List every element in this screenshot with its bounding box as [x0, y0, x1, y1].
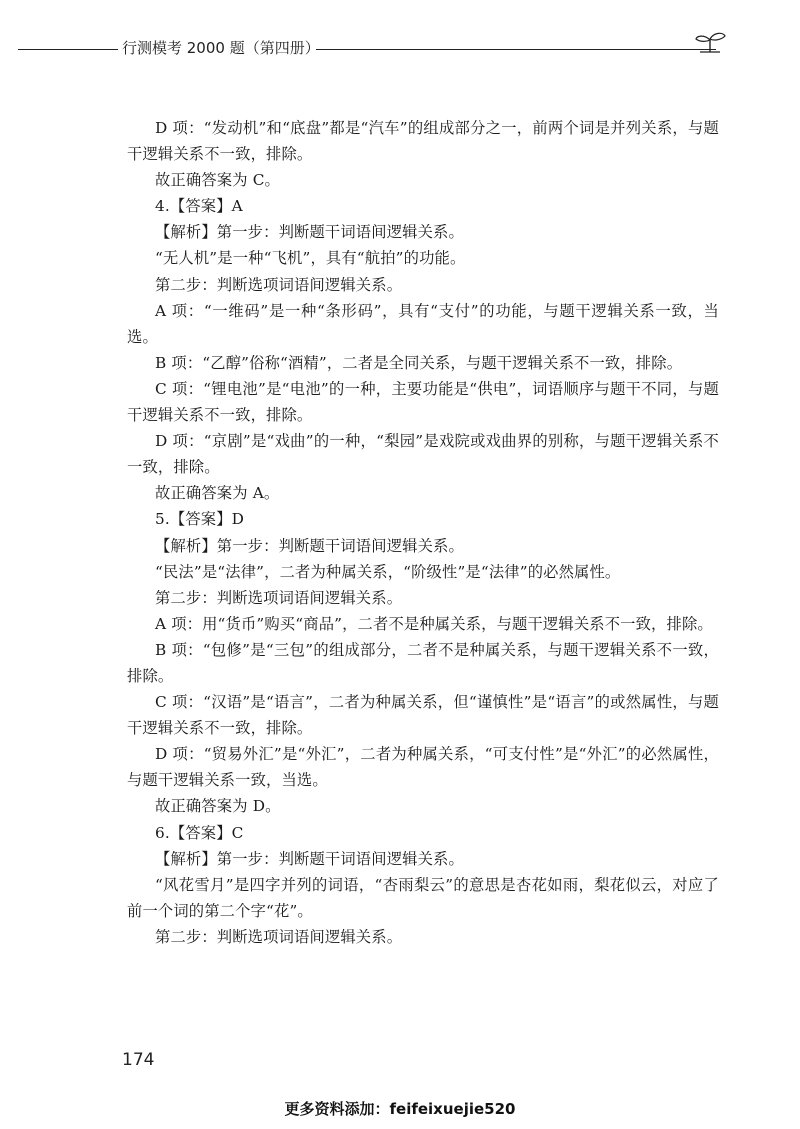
paragraph: 第二步：判断选项词语间逻辑关系。: [155, 275, 403, 294]
paragraph: D 项：“贸易外汇”是“外汇”，二者为种属关系，“可支付性”是“外汇”的必然属性，与题干逻辑关系一致，当选。: [127, 745, 719, 790]
answer-heading: 6.【答案】C: [155, 823, 244, 842]
paragraph: D 项：“京剧”是“戏曲”的一种，“梨园”是戏院或戏曲界的别称，与题干逻辑关系不一致，排除。: [127, 432, 719, 477]
page-number: 174: [122, 1050, 155, 1070]
paragraph: 故正确答案为 A。: [155, 484, 280, 503]
paragraph: D 项：“发动机”和“底盘”都是“汽车”的组成部分之一，前两个词是并列关系，与题干逻辑关系不一致，排除。: [127, 119, 719, 164]
header-title: 行测模考 2000 题（第四册）: [122, 39, 320, 57]
analysis-heading: 【解析】第一步：判断题干词语间逻辑关系。: [155, 849, 464, 868]
paragraph: 故正确答案为 C。: [155, 171, 280, 190]
paragraph: C 项：“汉语”是“语言”，二者为种属关系，但“谨慎性”是“语言”的或然属性，与题干逻辑关系不一致，排除。: [127, 693, 719, 738]
paragraph: C 项：“锂电池”是“电池”的一种，主要功能是“供电”，词语顺序与题干不同，与题干逻辑关系不一致，排除。: [127, 379, 719, 425]
analysis-heading: 【解析】第一步：判断题干词语间逻辑关系。: [155, 536, 464, 555]
header-rule-left: [18, 49, 118, 50]
paragraph: 故正确答案为 D。: [155, 797, 281, 816]
header-rule-right: [316, 49, 716, 50]
paragraph: “无人机”是一种“飞机”，具有“航拍”的功能。: [155, 249, 466, 268]
paragraph: B 项：“乙醇”俗称“酒精”，二者是全同关系，与题干逻辑关系不一致，排除。: [155, 353, 683, 372]
paragraph: “民法”是“法律”，二者为种属关系，“阶级性”是“法律”的必然属性。: [155, 562, 621, 581]
paragraph: 第二步：判断选项词语间逻辑关系。: [155, 588, 403, 607]
answer-heading: 5.【答案】D: [155, 510, 245, 529]
footer-note: 更多资料添加：feifeixuejie520: [284, 1100, 516, 1118]
paragraph: 第二步：判断选项词语间逻辑关系。: [155, 927, 403, 946]
analysis-heading: 【解析】第一步：判断题干词语间逻辑关系。: [155, 223, 464, 242]
paragraph: A 项：用“货币”购买“商品”，二者不是种属关系，与题干逻辑关系不一致，排除。: [155, 614, 713, 633]
page-body: [127, 115, 719, 950]
paragraph: “风花雪月”是四字并列的词语，“杏雨梨云”的意思是杏花如雨，梨花似云，对应了前一个词的第二个字“花”。: [127, 875, 719, 920]
paragraph: A 项：“一维码”是一种“条形码”，具有“支付”的功能，与题干逻辑关系一致，当选。: [127, 301, 719, 346]
answer-heading: 4.【答案】A: [155, 197, 243, 216]
sprout-icon: [690, 30, 730, 54]
running-header: [0, 30, 800, 70]
paragraph: B 项：“包修”是“三包”的组成部分，二者不是种属关系，与题干逻辑关系不一致，排除。: [127, 640, 719, 685]
